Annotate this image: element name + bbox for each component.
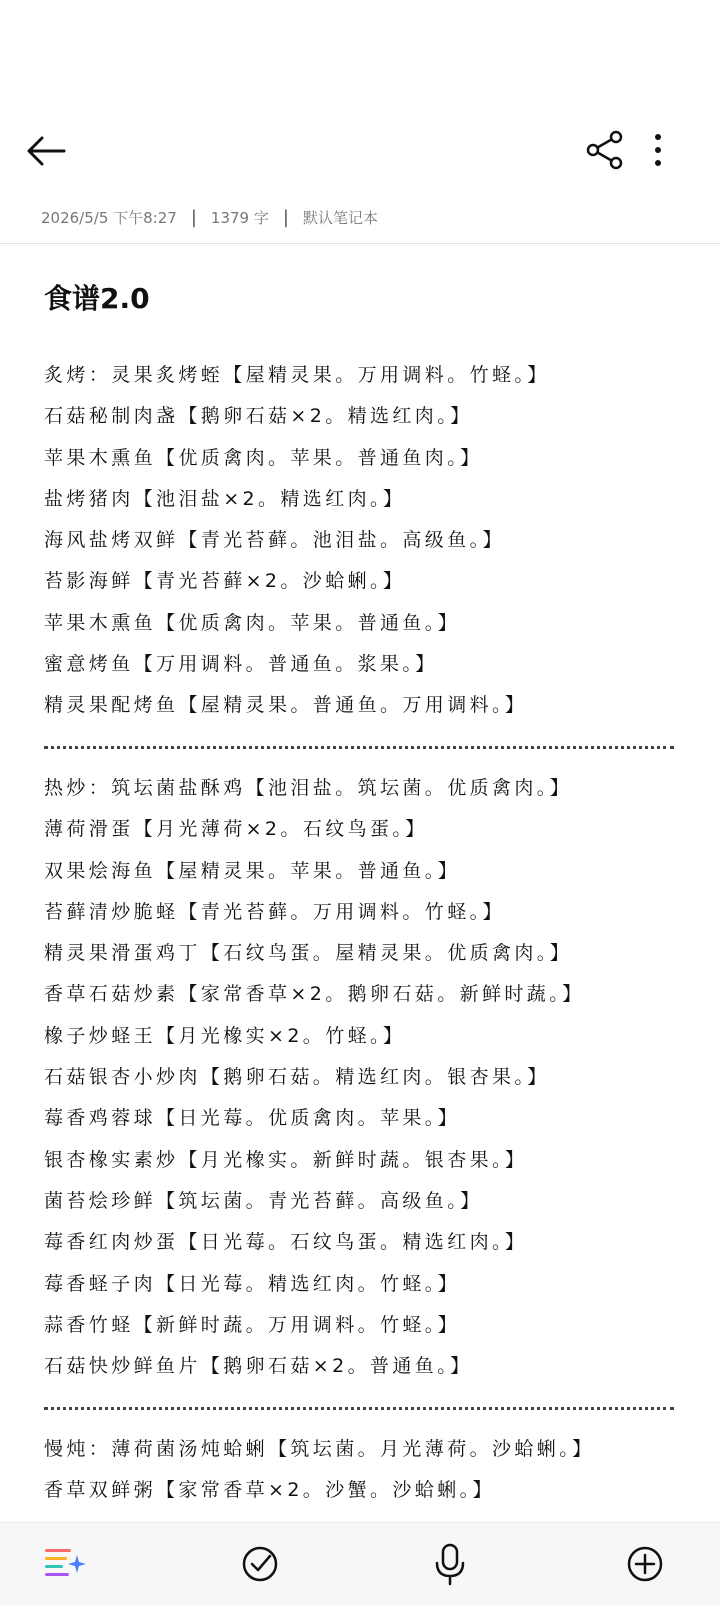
note-line: 苹果木熏鱼【优质禽肉。苹果。普通鱼肉。】	[44, 446, 483, 469]
text-format-button[interactable]	[43, 1541, 89, 1587]
note-line: 薄荷滑蛋【月光薄荷×2。石纹鸟蛋。】	[44, 818, 428, 841]
note-line: 蜜意烤鱼【万用调料。普通鱼。浆果。】	[44, 653, 438, 676]
back-arrow-icon	[22, 120, 72, 170]
add-icon	[622, 1541, 668, 1587]
note-line: 橡子炒蛏王【月光橡实×2。竹蛏。】	[44, 1024, 406, 1047]
share-button[interactable]	[580, 120, 630, 170]
note-meta	[41, 203, 378, 231]
note-line: 海风盐烤双鲜【青光苔藓。池泪盐。高级鱼。】	[44, 529, 505, 552]
notebook-selector[interactable]: 默认笔记本	[302, 208, 378, 227]
dotted-divider	[44, 727, 684, 768]
top-bar	[0, 110, 720, 180]
meta-separator: |	[282, 206, 289, 228]
meta-separator: |	[190, 206, 197, 228]
note-line: 苹果木熏鱼【优质禽肉。苹果。普通鱼。】	[44, 611, 461, 634]
share-icon	[580, 120, 630, 170]
microphone-icon	[427, 1541, 473, 1587]
note-line: 盐烤猪肉【池泪盐×2。精选红肉。】	[44, 487, 406, 510]
more-options-button[interactable]	[650, 120, 690, 170]
checklist-button[interactable]	[237, 1541, 283, 1587]
note-title[interactable]: 食谱2.0	[44, 282, 150, 315]
note-line: 热炒：筑坛菌盐酥鸡【池泪盐。筑坛菌。优质禽肉。】	[44, 776, 573, 799]
back-button[interactable]	[22, 120, 72, 170]
checklist-icon	[237, 1541, 283, 1587]
more-vertical-icon	[650, 120, 690, 170]
dotted-divider	[44, 1387, 684, 1428]
note-date: 2026/5/5 下午8:27	[41, 208, 177, 227]
note-line: 石菇秘制肉盏【鹅卵石菇×2。精选红肉。】	[44, 405, 473, 428]
voice-input-button[interactable]	[427, 1541, 473, 1587]
note-line: 莓香鸡蓉球【日光莓。优质禽肉。苹果。】	[44, 1107, 461, 1130]
note-line: 香草双鲜粥【家常香草×2。沙蟹。沙蛤蜊。】	[44, 1479, 495, 1502]
note-line: 蒜香竹蛏【新鲜时蔬。万用调料。竹蛏。】	[44, 1313, 461, 1336]
note-line: 慢炖：薄荷菌汤炖蛤蜊【筑坛菌。月光薄荷。沙蛤蜊。】	[44, 1437, 595, 1460]
add-button[interactable]	[622, 1541, 668, 1587]
note-line: 精灵果滑蛋鸡丁【石纹鸟蛋。屋精灵果。优质禽肉。】	[44, 942, 573, 965]
note-line: 莓香红肉炒蛋【日光莓。石纹鸟蛋。精选红肉。】	[44, 1231, 528, 1254]
note-line: 菌苔烩珍鲜【筑坛菌。青光苔藓。高级鱼。】	[44, 1189, 483, 1212]
note-line: 石菇快炒鲜鱼片【鹅卵石菇×2。普通鱼。】	[44, 1355, 473, 1378]
note-line: 双果烩海鱼【屋精灵果。苹果。普通鱼。】	[44, 859, 461, 882]
note-line: 苔藓清炒脆蛏【青光苔藓。万用调料。竹蛏。】	[44, 900, 505, 923]
note-line: 莓香蛏子肉【日光莓。精选红肉。竹蛏。】	[44, 1272, 461, 1295]
note-line: 石菇银杏小炒肉【鹅卵石菇。精选红肉。银杏果。】	[44, 1066, 550, 1089]
note-line: 苔影海鲜【青光苔藓×2。沙蛤蜊。】	[44, 570, 406, 593]
note-line: 香草石菇炒素【家常香草×2。鹅卵石菇。新鲜时蔬。】	[44, 983, 585, 1006]
note-line: 银杏橡实素炒【月光橡实。新鲜时蔬。银杏果。】	[44, 1148, 528, 1171]
note-line: 炙烤：灵果炙烤蛭【屋精灵果。万用调料。竹蛏。】	[44, 364, 550, 386]
note-line: 精灵果配烤鱼【屋精灵果。普通鱼。万用调料。】	[44, 694, 528, 717]
header-divider	[0, 243, 720, 244]
bottom-toolbar	[0, 1522, 720, 1605]
note-body[interactable]	[44, 355, 684, 1511]
word-count: 1379 字	[210, 208, 269, 227]
text-format-icon	[43, 1541, 89, 1587]
